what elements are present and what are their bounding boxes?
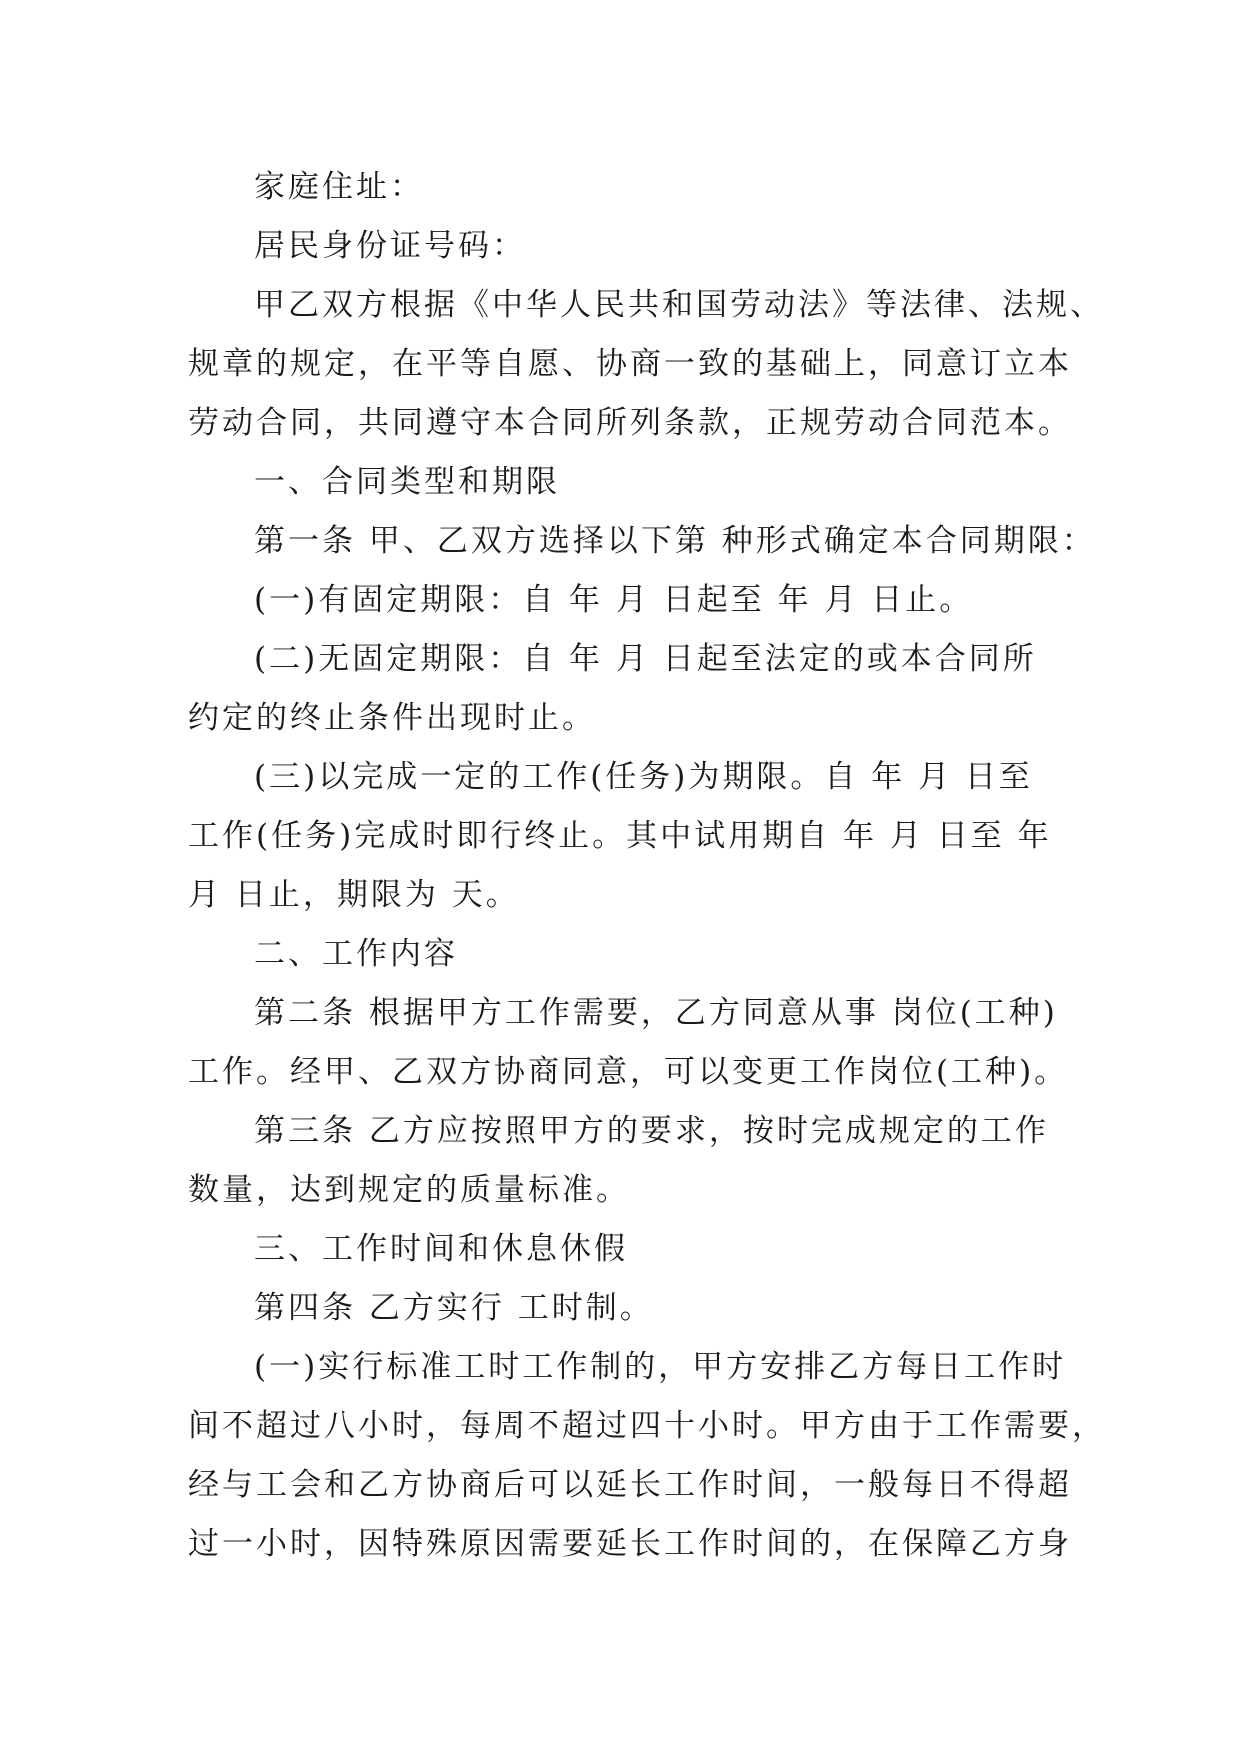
text-line: (一)实行标准工时工作制的，甲方安排乙方每日工作时 [254, 1349, 1067, 1385]
text-line: 经与工会和乙方协商后可以延长工作时间，一般每日不得超 [188, 1467, 1072, 1503]
section-heading: 一、合同类型和期限 [254, 464, 560, 500]
text-line: 居民身份证号码： [254, 228, 526, 264]
text-line: 规章的规定，在平等自愿、协商一致的基础上，同意订立本 [188, 346, 1072, 382]
text-line: 间不超过八小时，每周不超过四十小时。甲方由于工作需要， [188, 1408, 1106, 1444]
text-line: 第二条 根据甲方工作需要，乙方同意从事 岗位(工种) [254, 995, 1058, 1031]
text-line: (二)无固定期限：自 年 月 日起至法定的或本合同所 [254, 641, 1037, 677]
text-line: 约定的终止条件出现时止。 [188, 700, 596, 736]
text-line: (一)有固定期限：自 年 月 日起至 年 月 日止。 [254, 582, 974, 618]
text-line: 甲乙双方根据《中华人民共和国劳动法》等法律、法规、 [254, 287, 1104, 323]
text-line: 第三条 乙方应按照甲方的要求，按时完成规定的工作 [254, 1113, 1049, 1149]
text-line: 月 日止，期限为 天。 [188, 877, 520, 913]
text-line: 第四条 乙方实行 工时制。 [254, 1290, 654, 1326]
text-line: 过一小时，因特殊原因需要延长工作时间的，在保障乙方身 [188, 1526, 1072, 1562]
text-line: 劳动合同，共同遵守本合同所列条款，正规劳动合同范本。 [188, 405, 1072, 441]
text-line: 工作(任务)完成时即行终止。其中试用期自 年 月 日至 年 [188, 818, 1052, 854]
document-page [188, 158, 1106, 1574]
section-heading: 二、工作内容 [254, 936, 458, 972]
text-line: 家庭住址： [254, 169, 424, 205]
text-line: (三)以完成一定的工作(任务)为期限。自 年 月 日至 [254, 759, 1033, 795]
text-line: 第一条 甲、乙双方选择以下第 种形式确定本合同期限： [254, 523, 1096, 559]
text-line: 工作。经甲、乙双方协商同意，可以变更工作岗位(工种)。 [188, 1054, 1069, 1090]
section-heading: 三、工作时间和休息休假 [254, 1231, 628, 1267]
text-line: 数量，达到规定的质量标准。 [188, 1172, 630, 1208]
